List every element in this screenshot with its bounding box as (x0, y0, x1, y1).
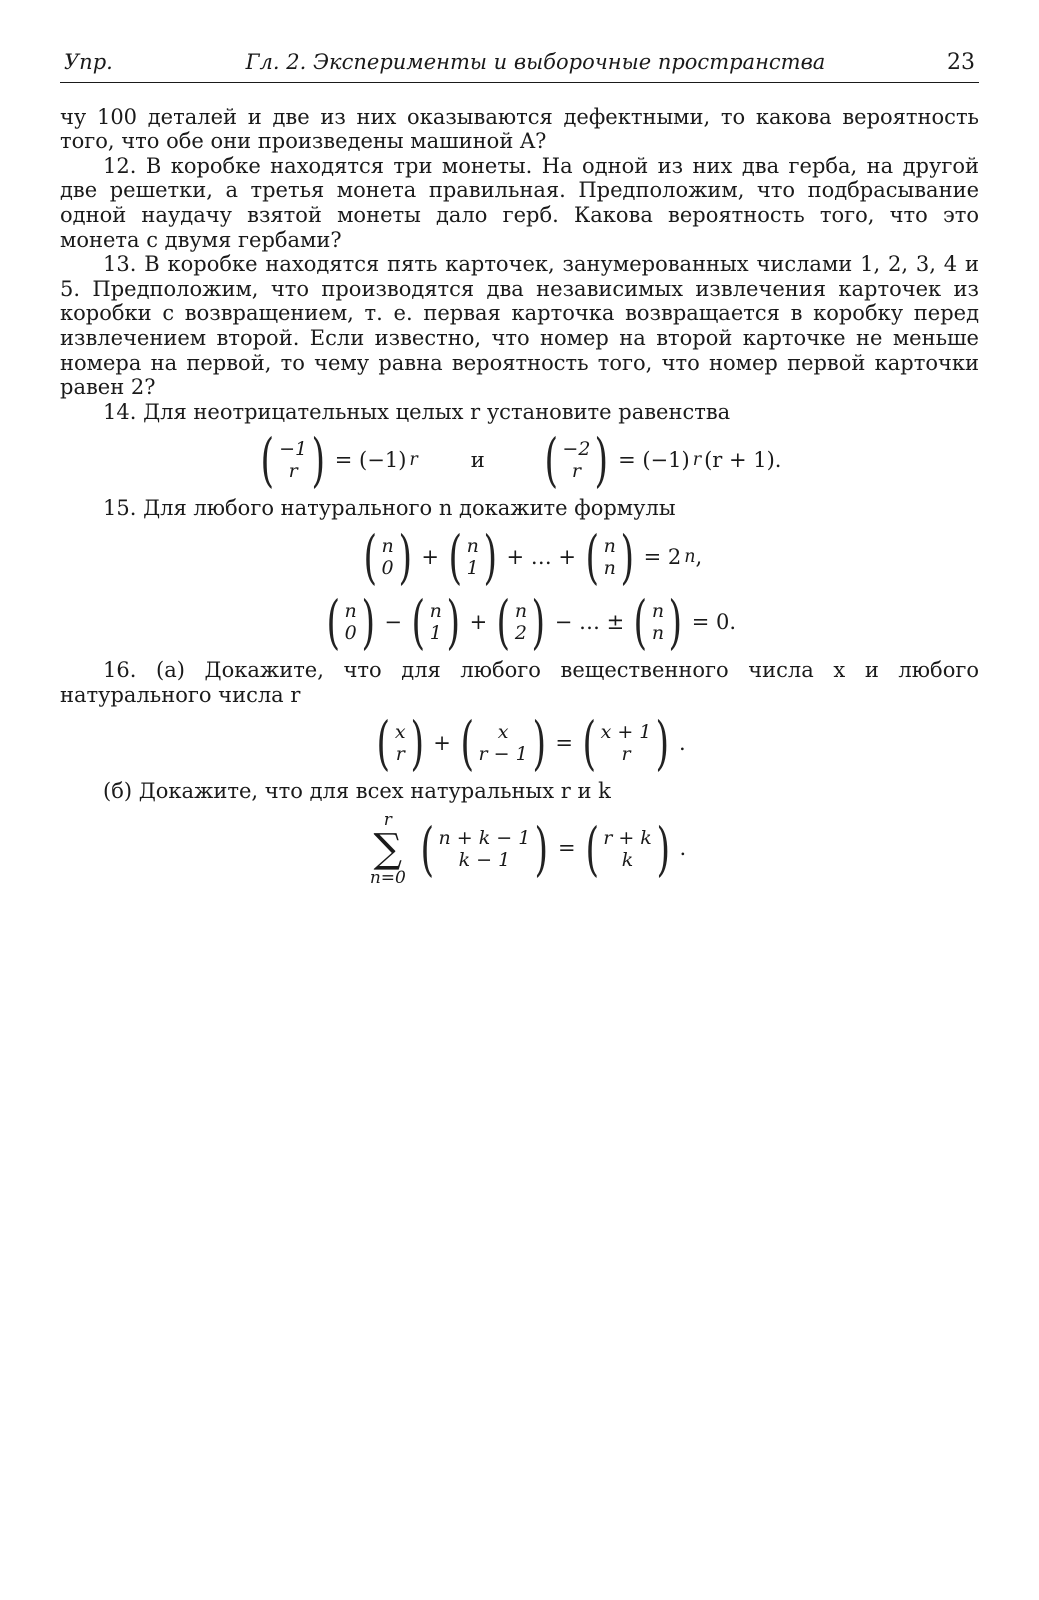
binomial: ( n 2 ) (496, 587, 546, 656)
running-header (60, 50, 979, 83)
binomial: ( n 1 ) (448, 522, 497, 591)
exercise-13: 13. В коробке находятся пять карточек, занумерованных числами 1, 2, 3, 4 и 5. Предположим, что производятся два независимых извлечения карточек из коробки с возвращением, т. е. первая карточка возвращается в коробку перед извлечением второй. Если известно, что номер на второй карточке не меньше номера на первой, то чему равна вероятность того, что номер первой карточки равен 2? (60, 252, 979, 400)
exercise-16b: (б) Докажите, что для всех натуральных r и k (103, 779, 611, 804)
exercise-15: 15. Для любого натурального n докажите формулы (103, 496, 676, 521)
page-body (60, 83, 979, 887)
binomial: ( x r ) (376, 709, 424, 778)
binomial: ( n 0 ) (363, 522, 412, 591)
summation-sign: r ∑ n=0 (369, 809, 406, 888)
binomial: ( x + 1 r ) (582, 709, 670, 778)
exercise-16a: 16. (а) Докажите, что для любого вещественного числа x и любого натурального числа r (60, 657, 979, 707)
paragraph-continuation: чу 100 деталей и две из них оказываются дефектными, то какова вероятность того, что обе они произведены машиной A? (60, 104, 979, 154)
page-number: 23 (947, 50, 975, 75)
binomial: ( n n ) (585, 522, 635, 591)
binomial: ( x r − 1 ) (460, 709, 546, 778)
binomial: ( −2 r ) (544, 426, 609, 495)
binomial: ( r + k k ) (585, 814, 670, 883)
binomial: ( n 1 ) (411, 587, 461, 656)
exercise-14: 14. Для неотрицательных целых r установите равенства (103, 399, 731, 424)
exercise-12: 12. В коробке находятся три монеты. На одной из них два герба, на другой две решетки, а третья монета правильная. Предположим, что подбрасывание одной наудачу взятой монеты дало герб. Какова вероятность того, что это монета с двумя гербами? (60, 153, 979, 252)
formula-15a: ( n 0 ) + ( n 1 ) + … + ( n n ) = 2 n , (60, 528, 979, 586)
binomial: ( −1 r ) (261, 426, 326, 495)
formula-16b: r ∑ n=0 ( n + k − 1 k − 1 ) = ( r + k k ) . (369, 809, 687, 888)
binomial: ( n 0 ) (326, 587, 375, 656)
formula-15b: ( n 0 ) − ( n 1 ) + ( n 2 ) − … ± ( n n ) = 0. (60, 593, 979, 651)
header-chapter-title: Гл. 2. Эксперименты и выборочные пространства (245, 50, 826, 74)
formula-16a: ( x r ) + ( x r − 1 ) = ( x + 1 r ) . (60, 714, 979, 772)
binomial: ( n + k − 1 k − 1 ) (420, 814, 549, 883)
formula-14: ( −1 r ) = (−1) r и ( −2 r ) = (−1) r (r + 1). (60, 431, 979, 489)
header-section-label: Упр. (64, 50, 113, 74)
binomial: ( n n ) (633, 587, 683, 656)
